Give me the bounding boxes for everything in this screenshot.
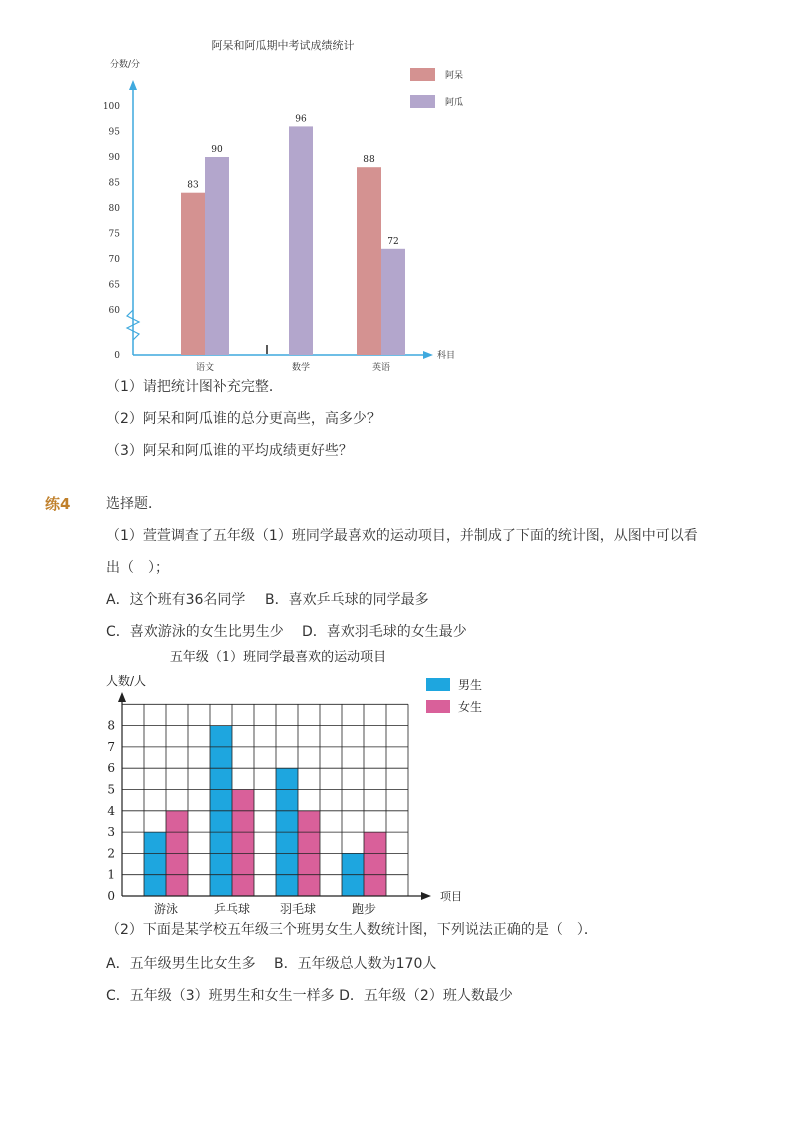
- chart1-data-label: 83: [187, 180, 199, 191]
- bar-girls: [232, 790, 254, 897]
- chart1-ytick-label: 80: [108, 204, 120, 214]
- chart1-ytick-label: 100: [102, 102, 120, 112]
- chart1-ytick-label: 65: [108, 280, 120, 291]
- chart2-xlabel: 项目: [440, 890, 462, 903]
- chart1-xtick-label: 数学: [291, 363, 311, 373]
- option-a: A．这个班有36名同学: [106, 592, 246, 608]
- bar-agua: [381, 249, 405, 355]
- legend-swatch-boys: [426, 678, 450, 691]
- chart2-ytick-label: 2: [107, 846, 115, 861]
- exercise-intro: 选择题．: [106, 496, 162, 512]
- chart1-data-label: 72: [387, 236, 399, 247]
- legend-label-adai: 阿呆: [445, 71, 464, 81]
- chart2-ylabel: 人数/人: [106, 674, 147, 688]
- exercise-label: 练4: [45, 495, 71, 513]
- chart1-ytick-label: 85: [108, 178, 120, 189]
- chart1-xtick-label: 英语: [371, 363, 391, 373]
- chart2-title: 五年级（1）班同学最喜欢的运动项目: [169, 650, 387, 665]
- chart2-ytick-label: 1: [107, 867, 115, 882]
- chart2-ytick-label: 6: [107, 761, 115, 776]
- chart1-title: 阿呆和阿瓜期中考试成绩统计: [211, 39, 355, 52]
- chart1-y-arrow: [129, 80, 137, 90]
- bar-boys: [144, 832, 166, 896]
- chart1-ytick-label: 95: [108, 127, 120, 138]
- chart1-ylabel: 分数/分: [110, 60, 141, 70]
- chart2-ytick-label: 0: [107, 889, 115, 903]
- chart-sports: [0, 640, 800, 920]
- question-1-2: （2）阿呆和阿瓜谁的总分更高些，高多少？: [106, 411, 381, 427]
- chart1-x-arrow: [423, 351, 433, 359]
- option-c: C．喜欢游泳的女生比男生少: [106, 624, 284, 640]
- chart2-xtick-label: 羽毛球: [279, 902, 317, 916]
- legend-label-agua: 阿瓜: [445, 98, 464, 108]
- chart1-ytick-label: 75: [108, 229, 120, 240]
- question-1-3: （3）阿呆和阿瓜谁的平均成绩更好些？: [106, 443, 353, 459]
- option-d: D．喜欢羽毛球的女生最少: [302, 624, 467, 640]
- chart2-ytick-label: 5: [107, 782, 115, 797]
- option-cd-2: C．五年级（3）班男生和女生一样多 D．五年级（2）班人数最少: [106, 988, 513, 1004]
- chart2-ytick-label: 8: [107, 718, 115, 733]
- bar-agua: [289, 126, 313, 355]
- chart1-ytick-label: 90: [108, 153, 120, 163]
- chart2-xtick-label: 跑步: [351, 902, 377, 916]
- legend-swatch-agua: [410, 95, 435, 108]
- bar-girls: [364, 832, 386, 896]
- chart2-ytick-label: 4: [107, 803, 115, 818]
- bar-adai: [357, 167, 381, 355]
- chart1-data-label: 90: [211, 145, 223, 155]
- chart1-ytick-label: 70: [108, 255, 120, 265]
- chart1-xtick-label: 语文: [195, 363, 215, 373]
- chart2-xtick-label: 游泳: [153, 902, 179, 916]
- question-4-1-line2: 出（ ）；: [106, 560, 169, 576]
- chart2-ytick-label: 3: [107, 825, 115, 840]
- legend-label-girls: 女生: [458, 700, 483, 714]
- chart-scores: [0, 0, 800, 380]
- question-1-1: （1）请把统计图补充完整．: [106, 379, 283, 395]
- legend-swatch-adai: [410, 68, 435, 81]
- option-b: B．喜欢乒乓球的同学最多: [265, 592, 429, 608]
- chart1-data-label: 96: [295, 114, 307, 125]
- question-4-2: （2）下面是某学校五年级三个班男女生人数统计图，下列说法正确的是（ ）．: [106, 922, 598, 938]
- bar-adai: [181, 193, 205, 355]
- chart2-xtick-label: 乒乓球: [213, 902, 251, 916]
- chart1-xlabel: 科目: [437, 351, 456, 361]
- option-ab-2: A．五年级男生比女生多 B．五年级总人数为170人: [106, 956, 437, 972]
- chart2-ytick-label: 7: [107, 739, 115, 754]
- chart2-y-arrow: [118, 692, 126, 702]
- bar-agua: [205, 157, 229, 355]
- chart2-x-arrow: [421, 892, 431, 900]
- chart1-data-label: 88: [363, 155, 375, 166]
- question-4-1-line1: （1）萱萱调查了五年级（1）班同学最喜欢的运动项目，并制成了下面的统计图，从图中可以看: [106, 528, 698, 544]
- chart1-ytick-label: 60: [108, 306, 120, 316]
- legend-swatch-girls: [426, 700, 450, 713]
- chart1-ytick-label: 0: [114, 351, 120, 361]
- legend-label-boys: 男生: [458, 678, 483, 692]
